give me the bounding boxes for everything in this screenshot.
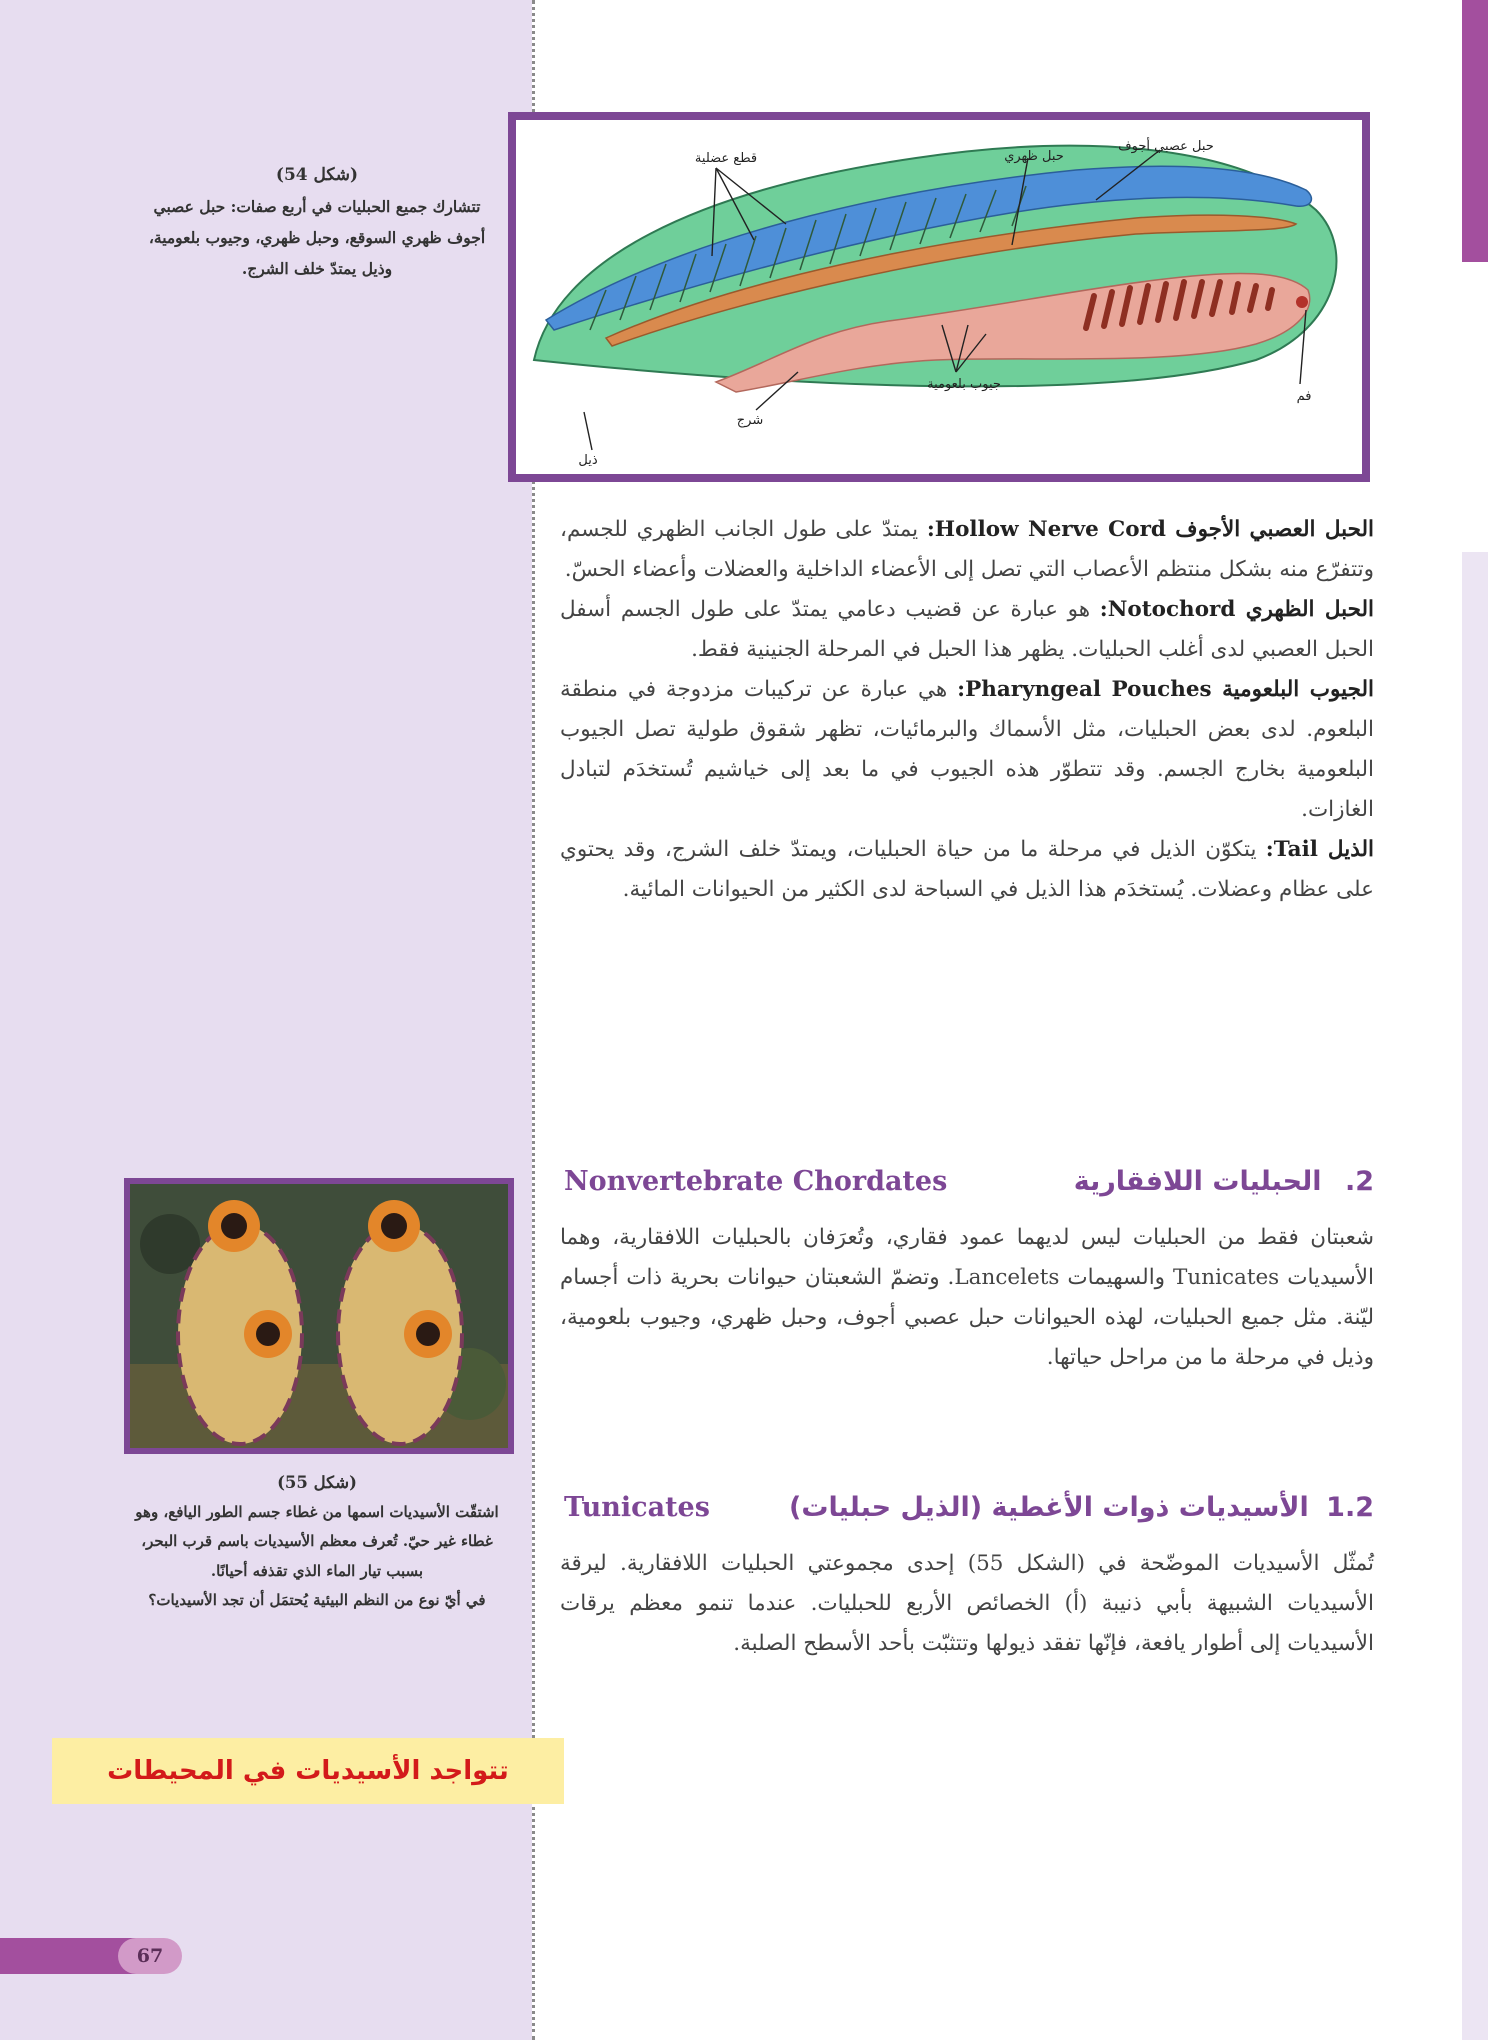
figure-54-caption-text: تتشارك جميع الحبليات في أربع صفات: حبل عصبي أجوف ظهري السوقع، وحبل ظهري، وجيوب بلعومية، وذيل يمتدّ خلف الشرج. [148, 197, 486, 278]
term-pharyngeal-pouches: الجيوب البلعومية Pharyngeal Pouches: [957, 677, 1374, 702]
figure-55-caption-text: اشتقّت الأسيديات اسمها من غطاء جسم الطور اليافع، وهو غطاء غير حيّ. تُعرف معظم الأسيديات باسم قرب البحر، بسبب تيار الماء الذي تقذفه أحيانًا. [135, 1502, 499, 1580]
term-nerve-cord: الحبل العصبي الأجوف Hollow Nerve Cord: [926, 517, 1375, 542]
page-number-bar [0, 1938, 136, 1974]
main-text-block [560, 510, 1374, 910]
figure-55-caption [132, 1468, 502, 1616]
answer-box: تتواجد الأسيديات في المحيطات [52, 1738, 564, 1804]
text-pharyngeal-pouches: هي عبارة عن تركيبات مزدوجة في منطقة البلعوم. لدى بعض الحبليات، مثل الأسماك والبرمائيات، تظهر شقوق طولية تصل الجيوب البلعومية بخارج الجسم. وقد تتطوّر هذه الجيوب في ما بعد إلى خياشيم تُستخدَم لتبادل الغازات. [560, 677, 1374, 822]
left-margin-panel [0, 0, 532, 2040]
label-notochord: حبل ظهري [1004, 149, 1064, 164]
label-mouth: فم [1296, 389, 1312, 404]
term-notochord: الحبل الظهري Notochord: [1099, 597, 1374, 622]
chapter-tab [1462, 0, 1488, 262]
text-nerve-cord: يمتدّ على طول الجانب الظهري للجسم، وتتفرّع منه بشكل منتظم الأعصاب التي تصل إلى الأعضاء الداخلية والعضلات وأعضاء الحسّ. [560, 517, 1374, 582]
mouth-shape [1296, 296, 1308, 308]
text-tail: يتكوّن الذيل في مرحلة ما من حياة الحبليات، ويمتدّ خلف الشرج، وقد يحتوي على عظام وعضلات. يُستخدَم هذا الذيل في السباحة لدى الكثير من الحيوانات المائية. [560, 837, 1374, 902]
text-notochord: هو عبارة عن قضيب دعامي يمتدّ على طول الجسم أسفل الحبل العصبي لدى أغلب الحبليات. يظهر هذا الحبل في المرحلة الجنينية فقط. [560, 597, 1374, 662]
page-number: 67 [118, 1938, 182, 1974]
label-nerve-cord: حبل عصبي أجوف [1118, 139, 1214, 154]
label-tail: ذيل [578, 453, 598, 468]
section-2-1-text: تُمثّل الأسيديات الموضّحة في (الشكل 55) إحدى مجموعتي الحبليات اللافقارية. ليرقة الأسيديات الشبيهة بأبي ذنيبة (أ) الخصائص الأربع للحبليات. عندما تنمو معظم يرقات الأسيديات إلى أطوار يافعة، فإنّها تفقد ذيولها وتتثبّت بأحد الأسطح الصلبة. [560, 1551, 1374, 1656]
label-anus: شرج [736, 413, 764, 428]
section-2-1-number: 1.2 [1326, 1492, 1374, 1523]
chordate-diagram-svg [516, 120, 1362, 474]
tunicate-photo [124, 1178, 514, 1454]
figure-55-question: في أيّ نوع من النظم البيئية يُحتمَل أن تجد الأسيديات؟ [148, 1591, 486, 1609]
section-2-title-ar: الحبليات اللافقارية [1073, 1166, 1322, 1197]
chordate-diagram [508, 112, 1370, 482]
section-2-body [560, 1218, 1374, 1378]
section-2-1-body [560, 1544, 1374, 1664]
section-2-title-en: Nonvertebrate Chordates [564, 1166, 948, 1197]
paragraph-pharyngeal-pouches [560, 670, 1374, 830]
section-2-1-title-en: Tunicates [564, 1492, 710, 1523]
section-2-heading [560, 1164, 1374, 1200]
section-2-number: 2. [1344, 1166, 1374, 1197]
section-2-text: شعبتان فقط من الحبليات ليس لديهما عمود فقاري، وتُعرَفان بالحبليات اللافقارية، وهما الأسيديات Tunicates والسهيمات Lancelets. وتضمّ الشعبتان حيوانات بحرية ذات أجسام ليّنة. مثل جميع الحبليات، لهذه الحيوانات حبل عصبي أجوف، وحبل ظهري، وجيوب بلعومية، وذيل في مرحلة ما من مراحل حياتها. [560, 1225, 1374, 1370]
term-tail: الذيل Tail: [1265, 837, 1374, 862]
figure-54-caption-title: (شكل 54) [275, 165, 359, 185]
tunicate-photo-svg [130, 1184, 508, 1448]
figure-55-caption-title: (شكل 55) [277, 1473, 357, 1492]
label-pharyngeal-pouches: جيوب بلعومية [927, 377, 1001, 392]
label-muscle-segments: قطع عضلية [694, 151, 758, 166]
section-2-1-title-ar: الأسيديات ذوات الأغطية (الذيل حبليات) [788, 1492, 1309, 1523]
paragraph-nerve-cord [560, 510, 1374, 590]
figure-54-caption [138, 160, 496, 284]
paragraph-tail [560, 830, 1374, 910]
paragraph-notochord [560, 590, 1374, 670]
side-strip [1462, 552, 1488, 2040]
section-2-1-heading [560, 1488, 1374, 1528]
